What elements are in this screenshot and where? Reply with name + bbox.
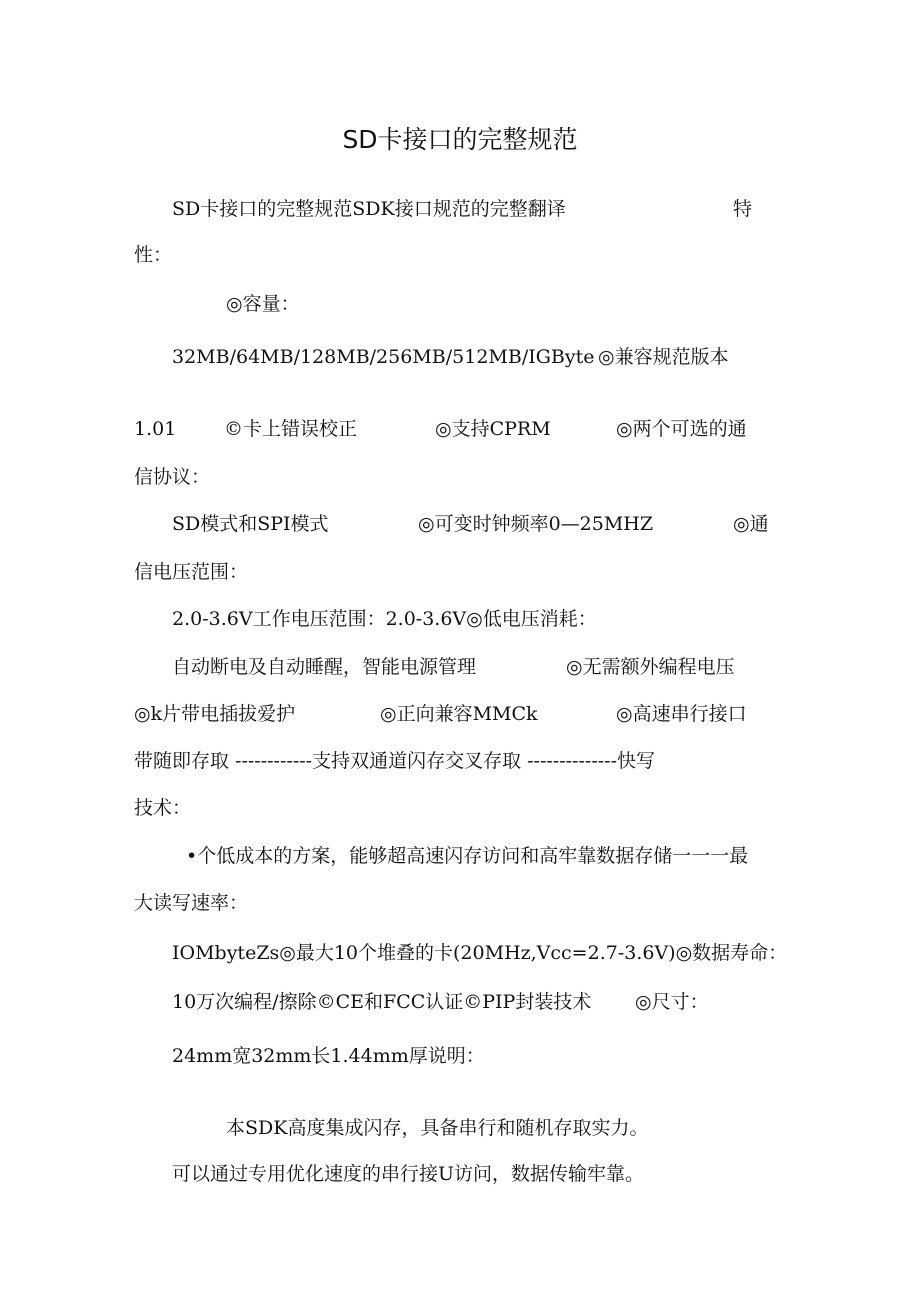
text-line: 10万次编程/擦除©CE和FCC认证©PIP封装技术 [172,991,592,1013]
text-line: ◎k片带电插拔爱护 [134,703,296,725]
text-line: 可以通过专用优化速度的串行接U访问，数据传输牢靠。 [172,1163,645,1185]
text-line: •个低成本的方案，能够超高速闪存访问和高牢靠数据存储一一一最 [186,845,749,867]
text-line: ◎高速串行接口 [616,703,747,725]
text-line: 性： [134,244,173,266]
text-line: 本SDK高度集成闪存，具备串行和随机存取实力。 [226,1117,649,1139]
text-line: 信协议： [134,466,211,488]
text-line: ◎尺寸： [635,991,709,1013]
text-line: IOMbyteZs◎最大10个堆叠的卡(20MHz,Vcc=2.7-3.6V)◎数据寿命： [172,942,788,964]
text-line: ◎无需额外编程电压 [566,656,735,678]
text-line: 1.01 [134,418,177,440]
text-line: 大读写速率： [134,892,249,914]
text-line: ◎支持CPRM [435,418,551,440]
text-line: 2.0-3.6V工作电压范围：2.0-3.6V◎低电压消耗： [172,608,597,630]
text-line: 信电压范围： [134,561,249,583]
text-line: ◎可变时钟频率0—25MHZ [418,513,654,535]
text-line: 技术： [134,797,192,819]
text-line: ◎两个可选的通 [616,418,747,440]
text-line: SD卡接口的完整规范SDK接口规范的完整翻译 [172,198,566,220]
text-line: ◎正向兼容MMCk [380,703,538,725]
text-line: ◎兼容规范版本 [598,346,729,368]
text-line: ◎容量： [226,293,300,315]
text-line: 带随即存取 ------------支持双通道闪存交叉存取 --------------快写 [134,750,655,772]
text-line: 自动断电及自动睡醒，智能电源管理 [172,656,477,678]
text-line: ©卡上错误校正 [224,418,358,440]
document-title: SD卡接口的完整规范 [342,125,578,154]
text-line: 32MB/64MB/128MB/256MB/512MB/IGByte [172,346,595,368]
text-line: ◎通 [733,513,769,535]
text-line: 特 [733,198,753,220]
text-line: 24mm宽32mm长1.44mm厚说明： [172,1045,485,1067]
text-line: SD模式和SPI模式 [172,513,329,535]
